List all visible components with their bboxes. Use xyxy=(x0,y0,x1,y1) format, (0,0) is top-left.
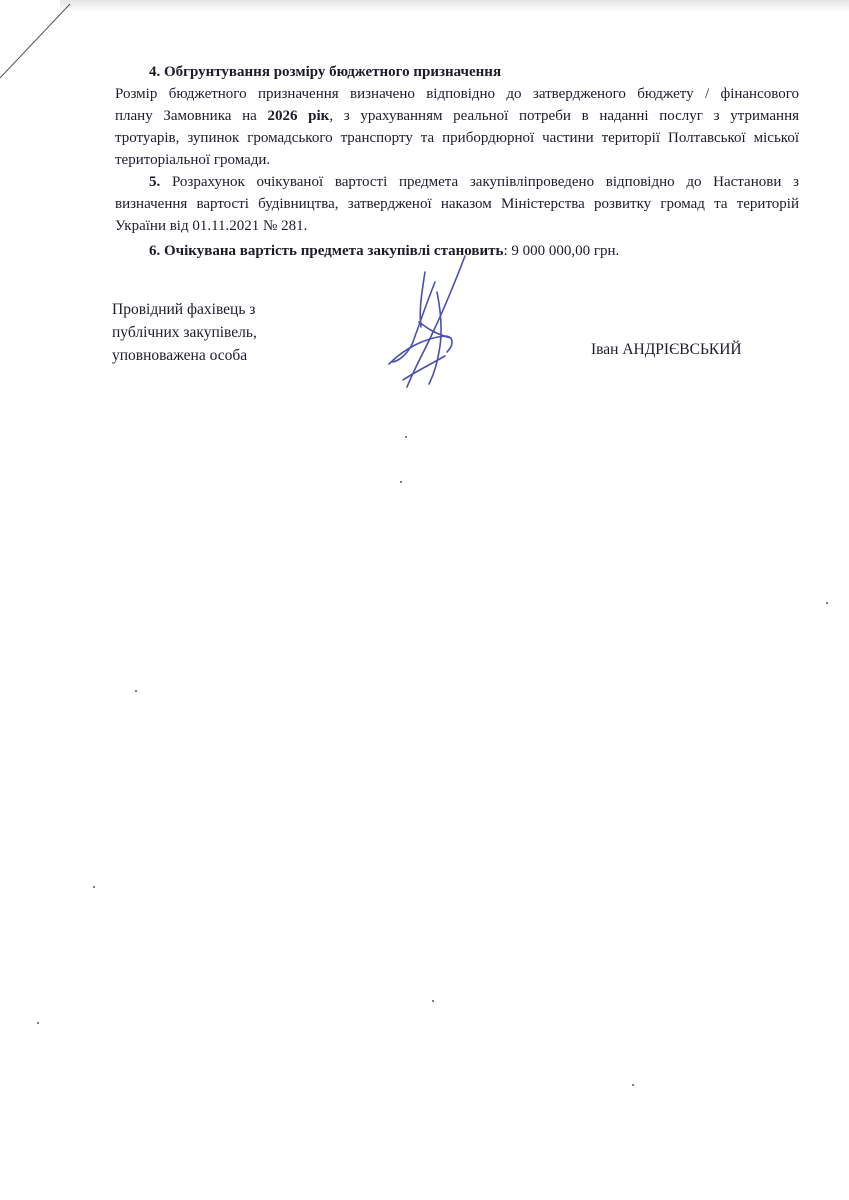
section-4-heading: 4. Обгрунтування розміру бюджетного призначення xyxy=(149,64,502,80)
section-5-line-1-text: Розрахунок очікуваної вартості предмета закупівліпроведено відповідно до Настанови з xyxy=(160,174,799,190)
scan-speck xyxy=(405,436,407,438)
scan-corner-line xyxy=(0,0,80,90)
section-4-line-1: Розмір бюджетного призначення визначено відповідно до затвердженого бюджету / фінансового xyxy=(115,86,799,102)
signer-position-line-3: уповноважена особа xyxy=(112,347,248,364)
document-body xyxy=(115,61,799,262)
scan-speck xyxy=(400,481,402,483)
scan-speck xyxy=(37,1022,39,1024)
scan-speck xyxy=(826,602,828,604)
signer-position xyxy=(112,298,257,367)
section-4-line-2 xyxy=(115,105,799,127)
signer-position-line-1: Провідний фахівець з xyxy=(112,301,256,318)
section-5-line-2: визначення вартості будівництва, затвердженої наказом Міністерства розвитку громад та територій xyxy=(115,196,799,212)
section-4-line-2-end: , з урахуванням реальної потреби в наданні послуг з утримання xyxy=(329,108,799,124)
scan-speck xyxy=(632,1084,634,1086)
section-5-line-3: України від 01.11.2021 № 281. xyxy=(115,218,308,234)
section-5-line-1 xyxy=(115,171,799,193)
scan-shadow xyxy=(60,0,849,12)
signer-position-line-2: публічних закупівель, xyxy=(112,324,257,341)
section-4-line-2-start: плану Замовника на xyxy=(115,108,268,124)
scan-speck xyxy=(135,690,137,692)
budget-year: 2026 рік xyxy=(267,108,330,124)
scan-speck xyxy=(432,1000,434,1002)
section-5-number: 5. xyxy=(149,174,161,190)
section-6-label: 6. Очікувана вартість предмета закупівлі становить xyxy=(149,243,504,259)
expected-cost-value: : 9 000 000,00 грн. xyxy=(503,243,620,259)
handwritten-signature xyxy=(375,252,485,397)
section-4-line-4: територіальної громади. xyxy=(115,152,271,168)
scan-speck xyxy=(93,886,95,888)
signer-name: Іван АНДРІЄВСЬКИЙ xyxy=(591,341,742,358)
section-4-line-3: тротуарів, зупинок громадського транспорту та прибордюрної частини території Полтавської міської xyxy=(115,130,799,146)
